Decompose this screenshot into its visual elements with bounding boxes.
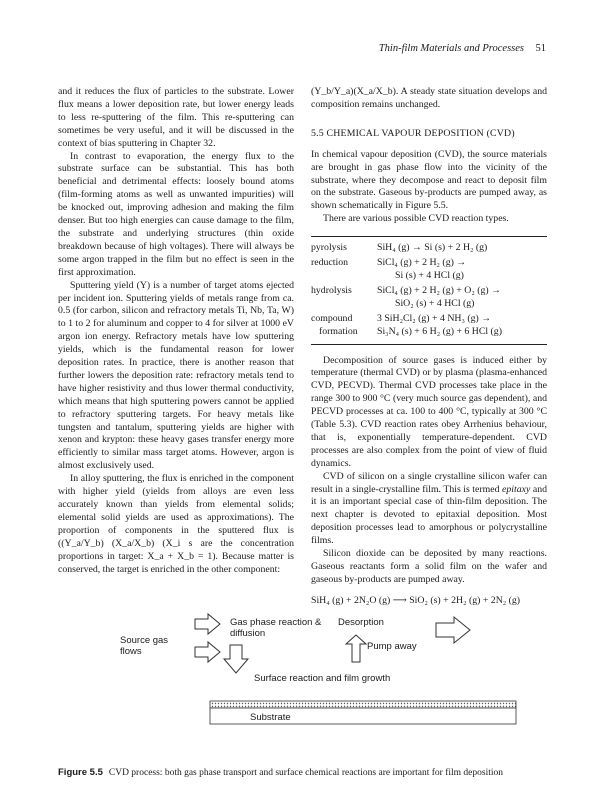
section-heading: 5.5 CHEMICAL VAPOUR DEPOSITION (CVD): [311, 127, 515, 139]
equation-line-2: SiO₂ (s) + 4 HCl (g): [395, 297, 475, 309]
source-gas-label-line-1: Source gas: [120, 635, 169, 646]
pump-away-label: Pump away: [367, 641, 417, 652]
source-gas-label: [120, 635, 168, 657]
left-column: [58, 86, 294, 576]
figure-caption-text: CVD process: both gas phase transport and surface chemical reactions are important for film deposition: [108, 768, 504, 778]
gas-phase-label-line-2: diffusion: [230, 628, 266, 639]
reaction-type: pyrolysis: [311, 242, 347, 254]
reaction-type: [311, 312, 377, 344]
steady-state-formula: (Y_b/Y_a)(X_a/X_b).: [311, 86, 399, 97]
paragraph: Silicon dioxide can be deposited by many reactions. Gaseous reactants form a solid film on the wafer and gaseous by-products are pumped away.: [311, 548, 547, 585]
reaction-equation: [377, 284, 547, 312]
reaction-type-line-1: compound: [311, 312, 353, 324]
epitaxy-text-a: CVD of silicon on a single crystalline silicon wafer can result in a single-crystalline film. This is termed: [311, 470, 547, 495]
epitaxy-term: epitaxy: [502, 483, 531, 495]
figure-cvd-process: [58, 612, 546, 752]
reaction-equation: [377, 312, 547, 344]
table-row: [311, 284, 547, 312]
cvd-reaction-table: [311, 236, 547, 344]
paragraph: Sputtering yield (Y) is a number of target atoms ejected per incident ion. Sputtering yields of metals range from ca. 0.5 (for carbon, silicon and refractory metals Ti, Nb, Ta, W) to 1 to 2 for aluminum and copper to 4 for silver at 1000 eV argon ion energy. Refractory metals have low sputtering yields, which is the fundamental reason for lower deposition rates. In practice, there is another reason that further lowers the deposition rate: refractory metals tend to have higher resistivity and thus lower thermal conductivity, which means that high sputtering powers cannot be applied to refractory sputtering targets. For heavy metals like tungsten and tantalum, sputtering yields are higher with xenon and krypton: these heavy gases transfer energy more efficiently to similar mass target atoms. However, argon is almost exclusively used.: [58, 279, 294, 472]
paragraph-steady-state: [311, 86, 547, 112]
film-layer: [210, 701, 516, 708]
source-gas-arrow-top: [195, 614, 220, 634]
gas-phase-label: [230, 617, 321, 639]
desorption-label: Desorption: [338, 617, 384, 628]
table-row: [311, 237, 547, 256]
reaction-type: reduction: [311, 257, 348, 269]
table-row: [311, 312, 547, 344]
up-arrow-icon: [346, 635, 366, 662]
equation-line-2: Si (s) + 4 HCl (g): [395, 269, 464, 281]
epitaxy-text-b: and it is an important special case of thin-film deposition. The next chapter is devoted to epitaxial deposition. Most deposition processes lead to amorphous or polycrystalline films.: [311, 483, 547, 547]
pump-away-arrow-icon: [436, 617, 470, 643]
figure-caption-label: Figure 5.5: [58, 767, 103, 778]
paragraph: and it reduces the flux of particles to the substrate. Lower flux means a lower deposition rate, but lower energy leads to less re-sputtering of the film. This re-sputtering can sometimes be very useful, and it will be discussed in the context of bias sputtering in Chapter 32.: [58, 86, 294, 149]
right-column: [311, 86, 547, 608]
equation-line-1: SiCl₄ (g) + 2 H₂ (g) + O₂ (g) →: [377, 284, 501, 296]
gas-phase-label-line-1: Gas phase reaction &: [230, 617, 322, 628]
running-title: Thin-film Materials and Processes: [378, 43, 524, 54]
paragraph: There are various possible CVD reaction types.: [323, 213, 509, 225]
reaction-equation: [377, 256, 547, 284]
substrate-label: Substrate: [250, 712, 291, 723]
steady-state-text: A steady state situation develops and composition remains unchanged.: [311, 86, 547, 110]
paragraph-alloy-formula: (Y_a/Y_b) (X_a/X_b) (X_i s are the concentration proportions in target: X_a + X_b = 1). Because matter is conserved, the target is enriched in the other component:: [58, 537, 294, 575]
paragraph-epitaxy: [311, 471, 547, 548]
paragraph: In contrast to evaporation, the energy flux to the substrate surface can be substantial. This has both beneficial and detrimental effects: loosely bound atoms (film-forming atoms as well as unwanted impurities) will be knocked out, improving adhesion and making the film denser. But too high energies can cause damage to the film, the substrate and underlying structures (thin oxide breakdown because of high voltages). There will always be some argon trapped in the film but no effect is seen in the first approximation.: [58, 150, 294, 278]
paragraph-alloy: [58, 473, 294, 576]
down-arrow-icon: [224, 645, 248, 673]
reaction-type: hydrolysis: [311, 284, 352, 296]
reaction-equation: SiH₄ (g) → Si (s) + 2 H₂ (g): [377, 242, 488, 254]
reaction-type-line-2: formation: [319, 325, 358, 337]
page-number: 51: [535, 43, 546, 54]
source-gas-label-line-2: flows: [120, 646, 142, 657]
source-gas-arrow-bottom: [195, 642, 220, 662]
silicon-dioxide-equation: SiH₄ (g) + 2N₂O (g) ⟶ SiO₂ (s) + 2H₂ (g) + 2N₂ (g): [311, 594, 521, 606]
equation-line-1: 3 SiH₂Cl₂ (g) + 4 NH₃ (g) →: [377, 312, 492, 324]
surface-reaction-label: Surface reaction and film growth: [254, 673, 391, 684]
figure-caption: [58, 767, 558, 778]
table-row: [311, 256, 547, 284]
equation-line-2: Si₃N₄ (s) + 6 H₂ (g) + 6 HCl (g): [377, 325, 502, 337]
paragraph: In chemical vapour deposition (CVD), the source materials are brought in gas phase flow into the vicinity of the substrate, where they decompose and react to deposit film on the substrate. Gaseous by-products are pumped away, as shown schematically in Figure 5.5.: [311, 148, 547, 212]
paragraph-alloy-text: In alloy sputtering, the flux is enriched in the component with higher yield (yields from alloys are even less accurately known than yields from elemental solids; elemental solid yields are used as approximations). The proportion of components in the sputtered flux is (: [58, 473, 294, 549]
paragraph: Decomposition of source gases is induced either by temperature (thermal CVD) or by plasma (plasma-enhanced CVD, PECVD). Thermal CVD processes take place in the range 300 to 900 °C (very much source gas dependent), and PECVD processes at ca. 100 to 400 °C, typically at 300 °C (Table 5.3). CVD reaction rates obey Arrhenius behaviour, that is, exponentially temperature-dependent. CVD processes are also complex from the point of view of fluid dynamics.: [311, 354, 547, 469]
equation-line-1: SiCl₄ (g) + 2 H₂ (g) →: [377, 257, 467, 269]
running-header: [58, 43, 546, 57]
